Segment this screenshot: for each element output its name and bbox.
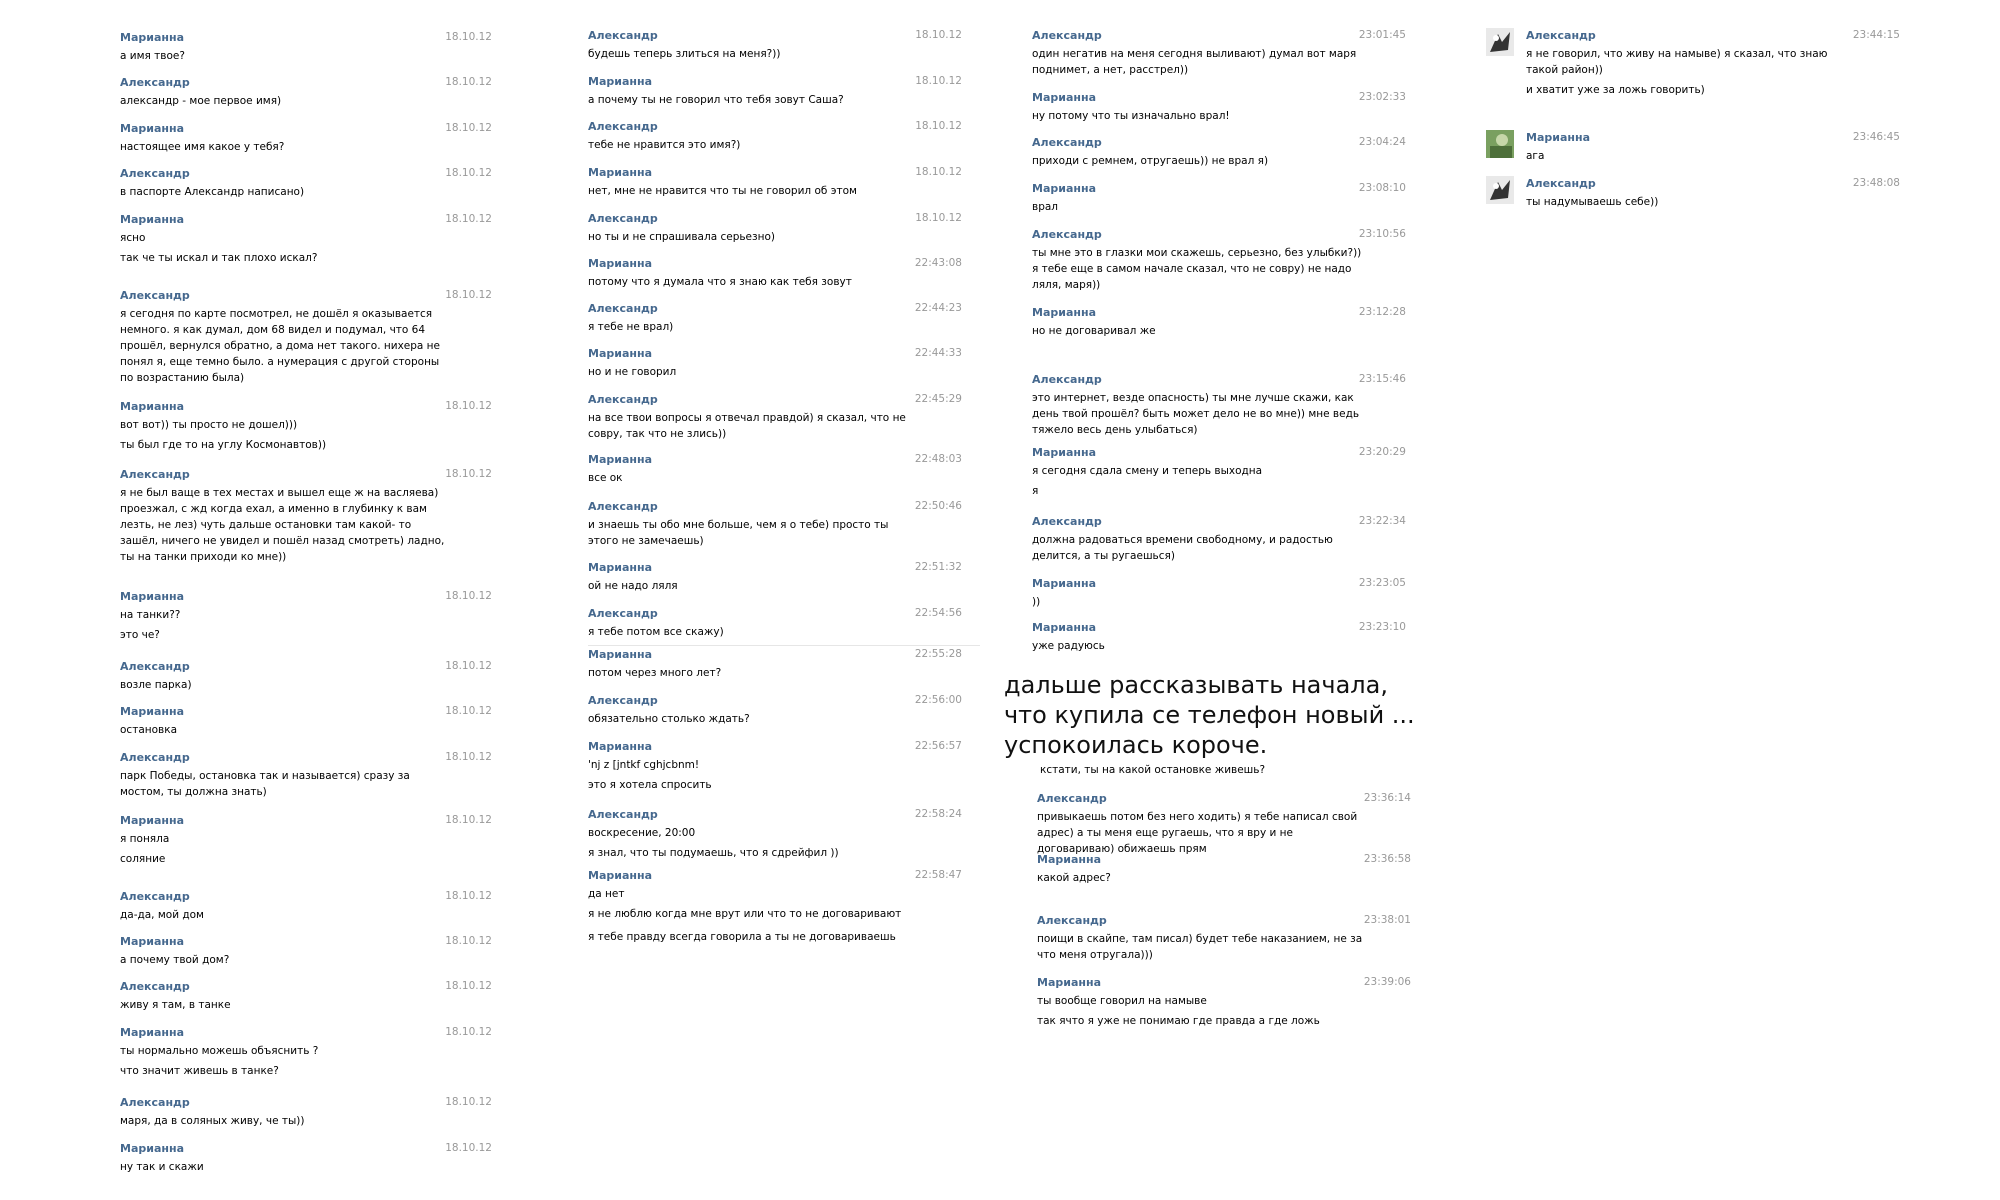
message-text: живу я там, в танке	[120, 999, 231, 1011]
message-text: я сегодня по карте посмотрел, не дошёл я оказывается немного. я как думал, дом 68 видел и подумал, что 64 прошёл, вернулся обратно, а дома нет такого. нихера не понял я, еще темно было. а нумерация с другой стороны по возрастанию была)	[120, 308, 441, 384]
message-text: я тебе правду всегда говорила а ты не договариваешь	[588, 931, 896, 943]
message-text: это интернет, везде опасность) ты мне лучше скажи, как день твой прошёл? быть может дело не во мне)) мне ведь тяжело весь день улыбаться)	[1032, 392, 1360, 436]
message-time: 23:04:24	[1358, 136, 1406, 148]
message-author[interactable]: Марианна	[120, 31, 184, 44]
message-author[interactable]: Александр	[120, 660, 190, 673]
message-time: 22:44:33	[914, 347, 962, 359]
message-author[interactable]: Марианна	[120, 122, 184, 135]
message-text: я не говорил, что живу на намыве) я сказал, что знаю такой район))	[1526, 48, 1828, 76]
message-time: 18.10.12	[445, 751, 492, 763]
message-time: 23:12:28	[1358, 306, 1406, 318]
message-time: 23:39:06	[1363, 976, 1411, 988]
message-time: 22:56:00	[914, 694, 962, 706]
message-text: да-да, мой дом	[120, 909, 204, 921]
message-time: 18.10.12	[445, 31, 492, 43]
message-text: и хватит уже за ложь говорить)	[1526, 84, 1705, 96]
message-text: я сегодня сдала смену и теперь выходна	[1032, 465, 1263, 477]
message-author[interactable]: Александр	[588, 302, 658, 315]
message-author[interactable]: Александр	[588, 393, 658, 406]
message-text: а имя твое?	[120, 50, 185, 62]
message-author[interactable]: Марианна	[1526, 131, 1590, 144]
message-author[interactable]: Александр	[120, 167, 190, 180]
message-time: 18.10.12	[445, 122, 492, 134]
message-time: 22:43:08	[914, 257, 962, 269]
message-author[interactable]: Марианна	[120, 814, 184, 827]
message-author[interactable]: Александр	[120, 980, 190, 993]
message-text: в паспорте Александр написано)	[120, 186, 305, 198]
message-time: 23:44:15	[1852, 29, 1900, 41]
message-text: парк Победы, остановка так и называется) сразу за мостом, ты должна знать)	[120, 770, 410, 798]
message-author[interactable]: Александр	[120, 751, 190, 764]
message-author[interactable]: Александр	[1032, 373, 1102, 386]
message-text: потому что я думала что я знаю как тебя зовут	[588, 276, 852, 288]
message-text: 'nj z [jntkf cghjcbnm!	[588, 759, 700, 771]
message-time: 18.10.12	[915, 29, 962, 41]
message-text: потом через много лет?	[588, 667, 722, 679]
message-text: уже радуюсь	[1032, 640, 1105, 652]
message-text: александр - мое первое имя)	[120, 95, 282, 107]
message-text: настоящее имя какое у тебя?	[120, 141, 285, 153]
message-time: 18.10.12	[445, 1026, 492, 1038]
message-text: возле парка)	[120, 679, 192, 691]
message-time: 23:23:10	[1358, 621, 1406, 633]
message-time: 22:56:57	[914, 740, 962, 752]
message-time: 18.10.12	[445, 468, 492, 480]
message-author[interactable]: Александр	[1037, 914, 1107, 927]
message-text: ты надумываешь себе))	[1526, 196, 1659, 208]
message-text: ))	[1032, 596, 1041, 608]
message-author[interactable]: Марианна	[1032, 91, 1096, 104]
message-text: привыкаешь потом без него ходить) я тебе написал свой адрес) а ты меня еще ругаешь, что я вру и не договариваю) обижаешь прям	[1037, 811, 1358, 855]
message-text: я	[1032, 485, 1039, 497]
message-author[interactable]: Марианна	[120, 400, 184, 413]
message-author[interactable]: Марианна	[1032, 577, 1096, 590]
message-text: что значит живешь в танке?	[120, 1065, 279, 1077]
message-author[interactable]: Марианна	[1037, 853, 1101, 866]
message-text: какой адрес?	[1037, 872, 1111, 884]
message-text: ты был где то на углу Космонавтов))	[120, 439, 327, 451]
message-text: это я хотела спросить	[588, 779, 712, 791]
message-time: 18.10.12	[445, 400, 492, 412]
message-time: 22:50:46	[914, 500, 962, 512]
message-time: 23:10:56	[1358, 228, 1406, 240]
message-time: 18.10.12	[445, 980, 492, 992]
message-author[interactable]: Марианна	[588, 453, 652, 466]
message-time: 22:44:23	[914, 302, 962, 314]
message-author[interactable]: Марианна	[1032, 182, 1096, 195]
message-time: 18.10.12	[445, 890, 492, 902]
annotation-line: дальше рассказывать начала,	[1004, 671, 1388, 699]
message-text: и знаешь ты обо мне больше, чем я о тебе) просто ты этого не замечаешь)	[588, 519, 889, 547]
message-text: я тебе не врал)	[588, 321, 674, 333]
message-author[interactable]: Александр	[1037, 792, 1107, 805]
message-time: 18.10.12	[445, 660, 492, 672]
message-text: остановка	[120, 724, 178, 736]
message-author[interactable]: Марианна	[120, 1142, 184, 1155]
message-time: 22:55:28	[914, 648, 962, 660]
message-text: будешь теперь злиться на меня?))	[588, 48, 781, 60]
message-time: 23:02:33	[1358, 91, 1406, 103]
message-author[interactable]: Александр	[588, 694, 658, 707]
message-time: 18.10.12	[445, 705, 492, 717]
message-time: 22:45:29	[914, 393, 962, 405]
message-author[interactable]: Марианна	[588, 869, 652, 882]
message-author[interactable]: Марианна	[120, 705, 184, 718]
message-author[interactable]: Марианна	[588, 347, 652, 360]
message-text: на все твои вопросы я отвечал правдой) я сказал, что не совру, так что не злись))	[588, 412, 906, 440]
message-author[interactable]: Марианна	[588, 648, 652, 661]
message-text: я поняла	[120, 833, 170, 845]
message-text: поищи в скайпе, там писал) будет тебе наказанием, не за что меня отругала)))	[1037, 933, 1363, 961]
message-author[interactable]: Александр	[1032, 228, 1102, 241]
message-author[interactable]: Марианна	[588, 166, 652, 179]
message-author[interactable]: Александр	[588, 29, 658, 42]
message-time: 22:58:47	[914, 869, 962, 881]
message-author[interactable]: Марианна	[588, 257, 652, 270]
message-text: маря, да в соляных живу, че ты))	[120, 1115, 305, 1127]
message-text: воскресение, 20:00	[588, 827, 696, 839]
avatar[interactable]	[1486, 28, 1514, 56]
message-author[interactable]: Марианна	[1032, 306, 1096, 319]
message-text: ясно	[120, 232, 146, 244]
message-time: 23:36:14	[1363, 792, 1411, 804]
message-time: 23:36:58	[1363, 853, 1411, 865]
message-author[interactable]: Марианна	[120, 590, 184, 603]
message-text: так че ты искал и так плохо искал?	[120, 252, 318, 264]
message-text: ты вообще говорил на намыве	[1037, 995, 1207, 1007]
message-author[interactable]: Александр	[120, 76, 190, 89]
message-time: 18.10.12	[445, 289, 492, 301]
message-text: ой не надо ляля	[588, 580, 678, 592]
message-time: 22:48:03	[914, 453, 962, 465]
message-text: все ок	[588, 472, 623, 484]
message-text: да нет	[588, 888, 625, 900]
message-text: кстати, ты на какой остановке живешь?	[1040, 764, 1266, 776]
message-time: 18.10.12	[445, 590, 492, 602]
message-time: 23:01:45	[1358, 29, 1406, 41]
message-time: 23:38:01	[1363, 914, 1411, 926]
message-time: 22:54:56	[914, 607, 962, 619]
message-author[interactable]: Марианна	[1032, 621, 1096, 634]
message-time: 23:46:45	[1852, 131, 1900, 143]
message-text: а почему твой дом?	[120, 954, 230, 966]
message-author[interactable]: Марианна	[1032, 446, 1096, 459]
message-time: 23:08:10	[1358, 182, 1406, 194]
message-author[interactable]: Александр	[1032, 136, 1102, 149]
message-author[interactable]: Марианна	[120, 1026, 184, 1039]
message-time: 18.10.12	[915, 166, 962, 178]
message-time: 18.10.12	[445, 76, 492, 88]
message-time: 18.10.12	[915, 120, 962, 132]
message-text: я не был ваще в тех местах и вышел еще ж на васляева) проезжал, с жд когда ехал, а именно в глубинку к вам лезть, не лез) чуть дальше остановки там какой- то зашёл, ничего не увидел и пошёл назад смотреть) ладно, ты на танки приходи ко мне))	[120, 487, 445, 563]
message-time: 23:15:46	[1358, 373, 1406, 385]
message-author[interactable]: Марианна	[588, 75, 652, 88]
message-text: один негатив на меня сегодня выливают) думал вот маря поднимет, а нет, расстрел))	[1032, 48, 1357, 76]
message-author[interactable]: Александр	[1526, 177, 1596, 190]
message-text: тебе не нравится это имя?)	[588, 139, 741, 151]
message-time: 18.10.12	[445, 167, 492, 179]
avatar[interactable]	[1486, 176, 1514, 204]
message-author[interactable]: Марианна	[588, 740, 652, 753]
annotation-line: что купила се телефон новый ...	[1004, 701, 1415, 729]
message-text: соляние	[120, 853, 166, 865]
message-time: 18.10.12	[445, 1142, 492, 1154]
message-author[interactable]: Александр	[588, 500, 658, 513]
message-author[interactable]: Марианна	[120, 935, 184, 948]
message-text: должна радоваться времени свободному, и радостью делится, а ты ругаешься)	[1032, 534, 1333, 562]
message-time: 23:20:29	[1358, 446, 1406, 458]
message-text: обязательно столько ждать?	[588, 713, 750, 725]
avatar[interactable]	[1486, 130, 1514, 158]
message-text: я тебе потом все скажу)	[588, 626, 724, 638]
message-author[interactable]: Александр	[588, 607, 658, 620]
message-text: ты мне это в глазки мои скажешь, серьезно, без улыбки?)) я тебе еще в самом начале сказал, что не совру) не надо ляля, маря))	[1032, 247, 1362, 291]
message-text: так ячто я уже не понимаю где правда а где ложь	[1037, 1015, 1320, 1027]
message-time: 18.10.12	[445, 814, 492, 826]
message-time: 18.10.12	[445, 935, 492, 947]
message-author[interactable]: Александр	[1032, 515, 1102, 528]
message-text: но не договаривал же	[1032, 325, 1156, 337]
message-author[interactable]: Александр	[120, 1096, 190, 1109]
message-text: но и не говорил	[588, 366, 677, 378]
message-text: это че?	[120, 629, 160, 641]
message-author[interactable]: Александр	[120, 890, 190, 903]
message-author[interactable]: Марианна	[120, 213, 184, 226]
message-author[interactable]: Александр	[588, 120, 658, 133]
message-author[interactable]: Александр	[120, 289, 190, 302]
message-text: ну потому что ты изначально врал!	[1032, 110, 1230, 122]
message-time: 18.10.12	[445, 1096, 492, 1108]
message-text: а почему ты не говорил что тебя зовут Саша?	[588, 94, 844, 106]
message-time: 18.10.12	[445, 213, 492, 225]
annotation-line: успокоилась короче.	[1004, 731, 1268, 759]
message-text: но ты и не спрашивала серьезно)	[588, 231, 775, 243]
message-text: ага	[1526, 150, 1545, 162]
message-text: я знал, что ты подумаешь, что я сдрейфил ))	[588, 847, 839, 859]
message-time: 22:51:32	[914, 561, 962, 573]
message-text: я не люблю когда мне врут или что то не договаривают	[588, 908, 902, 920]
message-author[interactable]: Александр	[1032, 29, 1102, 42]
message-time: 18.10.12	[915, 212, 962, 224]
message-time: 22:58:24	[914, 808, 962, 820]
message-text: ну так и скажи	[120, 1161, 204, 1173]
message-text: на танки??	[120, 609, 181, 621]
message-time: 23:22:34	[1358, 515, 1406, 527]
message-author[interactable]: Марианна	[588, 561, 652, 574]
message-text: вот вот)) ты просто не дошел)))	[120, 419, 298, 431]
message-author[interactable]: Марианна	[1037, 976, 1101, 989]
message-author[interactable]: Александр	[588, 212, 658, 225]
message-author[interactable]: Александр	[588, 808, 658, 821]
annotation-note	[1004, 670, 1415, 760]
message-text: нет, мне не нравится что ты не говорил об этом	[588, 185, 857, 197]
message-author[interactable]: Александр	[1526, 29, 1596, 42]
message-time: 18.10.12	[915, 75, 962, 87]
message-time: 23:23:05	[1358, 577, 1406, 589]
divider	[588, 645, 980, 646]
message-text: врал	[1032, 201, 1058, 213]
message-text: ты нормально можешь объяснить ?	[120, 1045, 319, 1057]
message-time: 23:48:08	[1852, 177, 1900, 189]
message-text: приходи с ремнем, отругаешь)) не врал я)	[1032, 155, 1269, 167]
message-author[interactable]: Александр	[120, 468, 190, 481]
